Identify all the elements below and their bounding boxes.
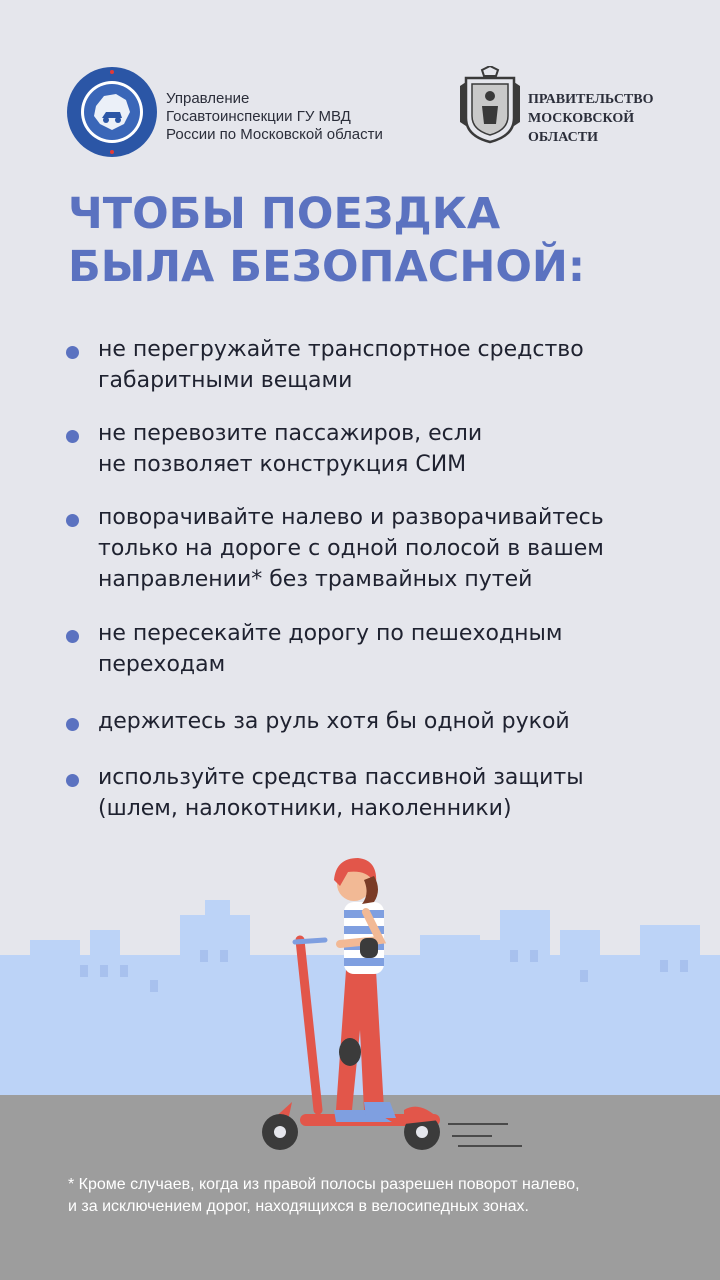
bullet-icon <box>66 430 79 443</box>
bullet-icon <box>66 718 79 731</box>
safety-rules-list <box>66 334 686 832</box>
rule-text: поворачивайте налево и разворачивайтесь только на дороге с одной полосой в вашем направлении* без трамвайных путей <box>98 505 604 592</box>
moscow-oblast-coat-of-arms-icon <box>460 66 520 144</box>
gibdd-name-line: России по Московской области <box>166 126 383 143</box>
mo-government-name <box>528 90 654 147</box>
footnote-line: * Кроме случаев, когда из правой полосы разрешен поворот налево, <box>68 1176 580 1193</box>
bullet-icon <box>66 630 79 643</box>
list-item <box>66 502 686 618</box>
list-item <box>66 706 686 762</box>
rule-text: не перевозите пассажиров, если не позволяет конструкция СИМ <box>98 421 483 477</box>
bullet-icon <box>66 514 79 527</box>
title-line: БЫЛА БЕЗОПАСНОЙ: <box>68 242 586 292</box>
list-item <box>66 418 686 502</box>
gibdd-name-line: Управление <box>166 90 250 107</box>
mo-name-line: ПРАВИТЕЛЬСТВО <box>528 92 654 107</box>
rule-text: не пересекайте дорогу по пешеходным переходам <box>98 621 563 677</box>
mo-name-line: ОБЛАСТИ <box>528 130 598 145</box>
gibdd-name <box>166 90 383 144</box>
list-item <box>66 618 686 706</box>
gibdd-emblem-icon <box>66 66 158 158</box>
page-title <box>68 188 585 294</box>
list-item <box>66 762 686 832</box>
footnote <box>68 1174 708 1218</box>
rule-text: не перегружайте транспортное средство габаритными вещами <box>98 337 584 393</box>
header <box>0 0 720 170</box>
title-line: ЧТОБЫ ПОЕЗДКА <box>68 189 501 239</box>
footnote-line: и за исключением дорог, находящихся в велосипедных зонах. <box>68 1198 529 1215</box>
rule-text: используйте средства пассивной защиты (шлем, налокотники, наколенники) <box>98 765 584 821</box>
bullet-icon <box>66 346 79 359</box>
gibdd-name-line: Госавтоинспекции ГУ МВД <box>166 108 351 125</box>
bullet-icon <box>66 774 79 787</box>
mo-name-line: МОСКОВСКОЙ <box>528 111 635 126</box>
list-item <box>66 334 686 418</box>
rule-text: держитесь за руль хотя бы одной рукой <box>98 709 570 734</box>
